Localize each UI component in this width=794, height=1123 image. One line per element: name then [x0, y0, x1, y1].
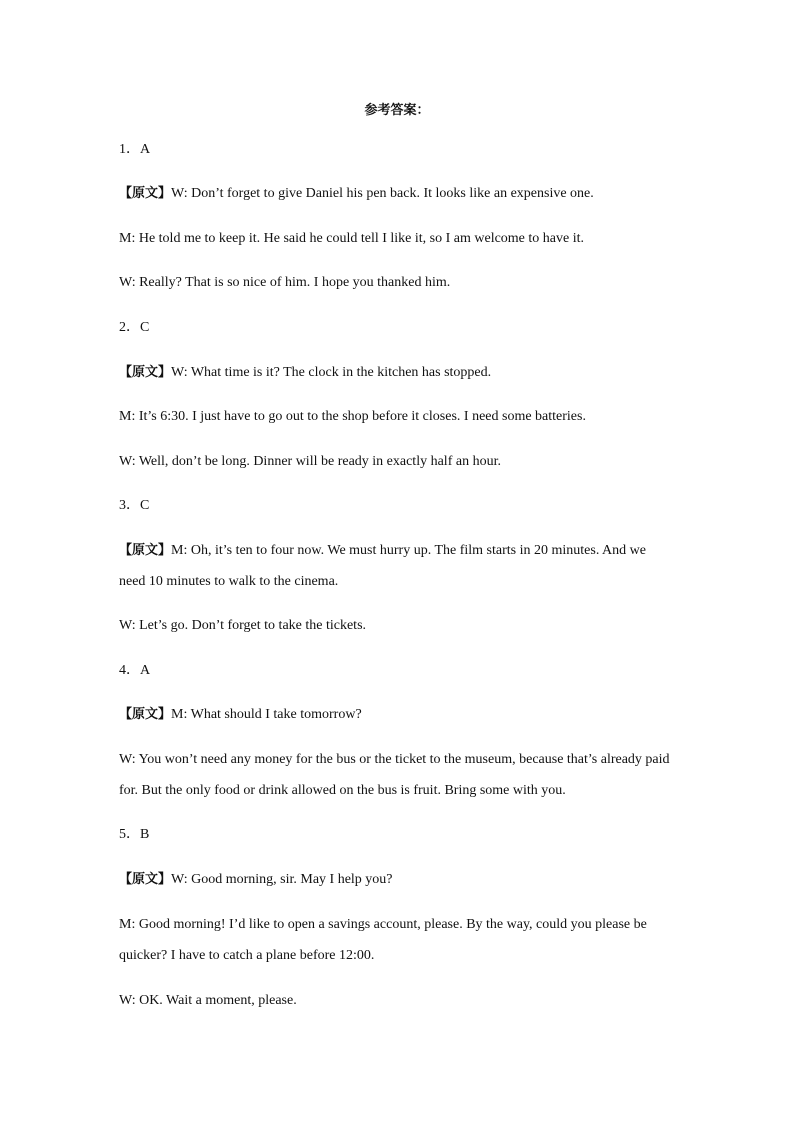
transcript-1-line-2: M: He told me to keep it. He said he could tell I like it, so I am welcome to have it.	[119, 231, 584, 246]
transcript-3-line-1-cont: need 10 minutes to walk to the cinema.	[119, 574, 339, 589]
transcript-5-line-2: M: Good morning! I’d like to open a savings account, please. By the way, could you please be	[119, 917, 647, 932]
answer-4: 4．A	[119, 663, 151, 678]
transcript-3-line-1	[119, 542, 689, 560]
transcript-tag: 【原文】	[119, 543, 172, 558]
transcript-4-line-2-cont: for. But the only food or drink allowed on the bus is fruit. Bring some with you.	[119, 783, 566, 798]
transcript-2-line-1	[119, 364, 689, 382]
dialogue-text: M: What should I take tomorrow?	[171, 707, 362, 722]
dialogue-text: W: What time is it? The clock in the kitchen has stopped.	[171, 365, 492, 380]
transcript-tag: 【原文】	[119, 186, 172, 201]
transcript-5-line-2-cont: quicker? I have to catch a plane before 12:00.	[119, 948, 375, 963]
answer-5: 5．B	[119, 827, 150, 842]
transcript-1-line-1	[119, 185, 689, 203]
transcript-4-line-1	[119, 706, 689, 724]
transcript-tag: 【原文】	[119, 872, 172, 887]
transcript-2-line-2: M: It’s 6:30. I just have to go out to the shop before it closes. I need some batteries.	[119, 409, 586, 424]
answer-3: 3．C	[119, 498, 150, 513]
page-title: 参考答案：	[364, 103, 430, 118]
transcript-1-line-3: W: Really? That is so nice of him. I hope you thanked him.	[119, 275, 451, 290]
dialogue-text: W: Don’t forget to give Daniel his pen back. It looks like an expensive one.	[171, 186, 594, 201]
transcript-tag: 【原文】	[119, 365, 172, 380]
dialogue-text: W: Good morning, sir. May I help you?	[171, 872, 393, 887]
transcript-tag: 【原文】	[119, 707, 172, 722]
dialogue-text: M: Oh, it’s ten to four now. We must hurry up. The film starts in 20 minutes. And we	[171, 543, 646, 558]
transcript-2-line-3: W: Well, don’t be long. Dinner will be ready in exactly half an hour.	[119, 454, 501, 469]
transcript-3-line-2: W: Let’s go. Don’t forget to take the tickets.	[119, 618, 367, 633]
transcript-4-line-2: W: You won’t need any money for the bus or the ticket to the museum, because that’s already paid	[119, 752, 670, 767]
transcript-5-line-3: W: OK. Wait a moment, please.	[119, 993, 297, 1008]
transcript-5-line-1	[119, 871, 689, 889]
answer-2: 2．C	[119, 320, 150, 335]
answer-1: 1．A	[119, 142, 151, 157]
